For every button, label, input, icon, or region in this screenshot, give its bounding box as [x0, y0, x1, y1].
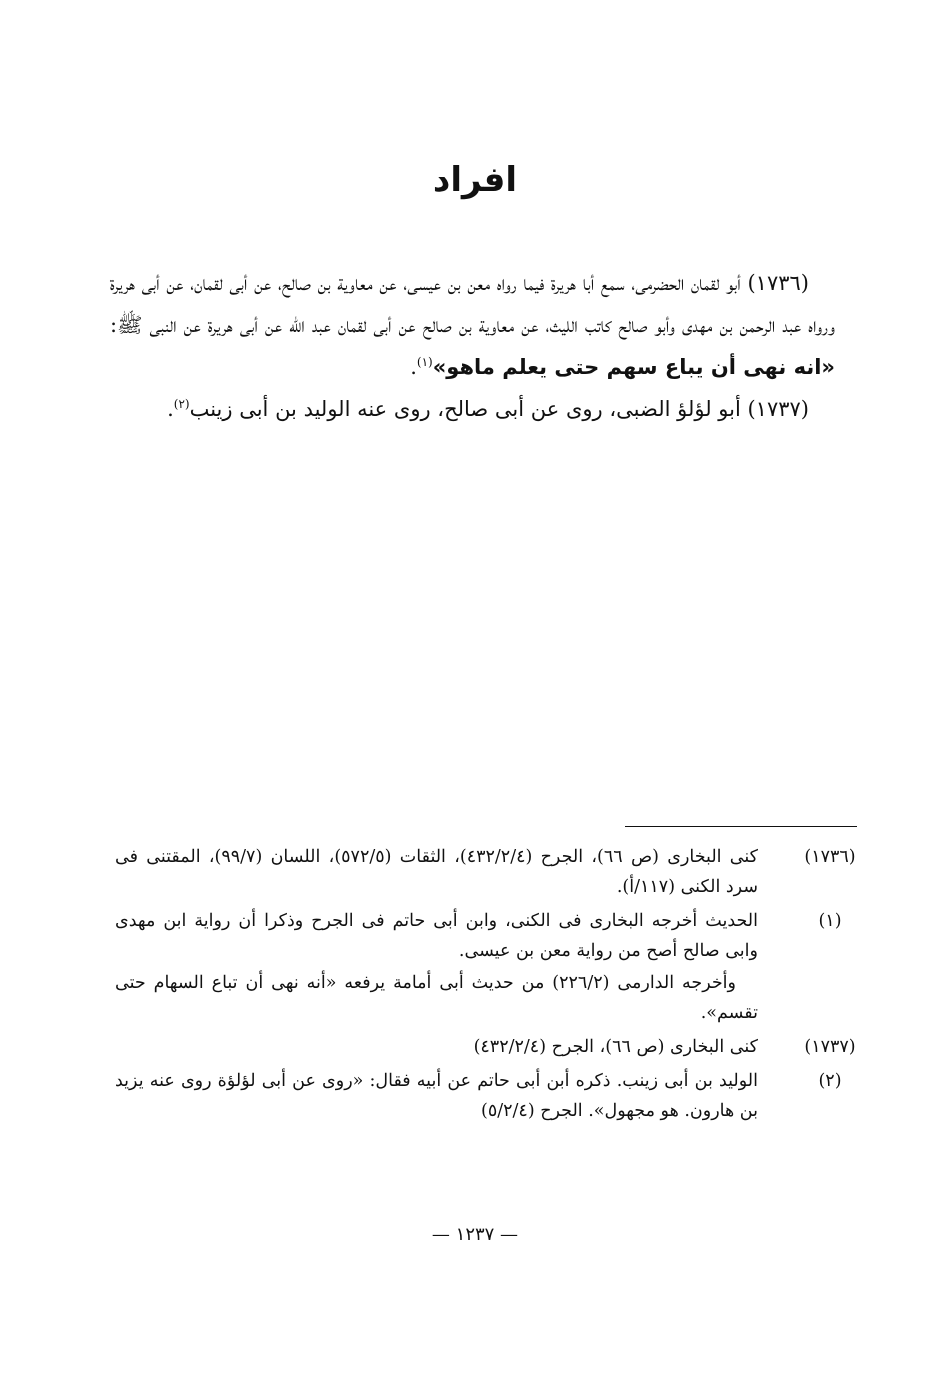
footnote-2 [115, 1066, 870, 1126]
page-number: — ١٢٣٧ — [431, 1224, 519, 1245]
footnote-continuation: وأخرجه الدارمى (٢٢٦/٢) من حديث أبى أمامة يرفعه «أنه نهى أن تباع السهام حتى تقسم». [115, 973, 758, 1023]
footnote-number: (١) [818, 911, 842, 931]
footnote-1 [115, 906, 870, 1028]
footnote-number: (١٧٣٦) [804, 847, 856, 867]
footnote-text: الوليد بن أبى زينب. ذكره أبن أبى حاتم عن أبيه فقال: «روى عن أبى لؤلؤة روى عنه يزيد بن هارون. هو مجهول». الجرح (٥/٢/٤) [115, 1071, 758, 1121]
footnote-divider [625, 826, 857, 827]
entry-1737-text: (١٧٣٧) أبو لؤلؤ الضبى، روى عن أبى صالح، روى عنه الوليد بن أبى زينب [189, 397, 809, 421]
footnote-text: كنى البخارى (ص ٦٦)، الجرح (٤٣٢/٢/٤)، الثقات (٥٧٢/٥)، اللسان (٩٩/٧)، المقتنى فى سرد الكنى (١١٧/أ). [115, 847, 759, 897]
footnote-1737 [115, 1032, 870, 1062]
footnote-ref-2[interactable]: (٢) [173, 397, 190, 411]
entry-1737-end: . [167, 397, 174, 421]
footnote-text: كنى البخارى (ص ٦٦)، الجرح (٤٣٢/٢/٤) [473, 1037, 758, 1057]
entry-1736 [110, 262, 835, 388]
footnote-number: (١٧٣٧) [804, 1037, 856, 1057]
footnote-text: الحديث أخرجه البخارى فى الكنى، وابن أبى حاتم فى الجرح وذكرا أن رواية ابن مهدى وابى صالح أصح من رواية معن بن عيسى. [115, 911, 758, 961]
footnote-ref-1[interactable]: (١) [416, 355, 433, 369]
footnotes [115, 842, 870, 1130]
footnote-number: (٢) [818, 1071, 842, 1091]
hadith-quote: «انه نهى أن يباع سهم حتى يعلم ماهو» [432, 355, 835, 379]
entry-1737 [110, 388, 835, 430]
entry-1736-text: (١٧٣٦) أبو لقمان الحضرمى، سمع أبا هريرة فيما رواه معن بن عيسى، عن معاوية بن صالح، عن أبى لقمان، عن أبى هريرة ورواه عبد الرحمن بن مهدى وأبو صالح كاتب الليث، عن معاوية بن صالح عن أبى لقمان عبد الله عن أبى هريرة عن النبى ﷺ: [110, 271, 835, 337]
section-title: افراد [432, 160, 518, 200]
entry-1736-end: . [410, 355, 417, 379]
main-text [110, 262, 835, 430]
footnote-1736 [115, 842, 870, 902]
